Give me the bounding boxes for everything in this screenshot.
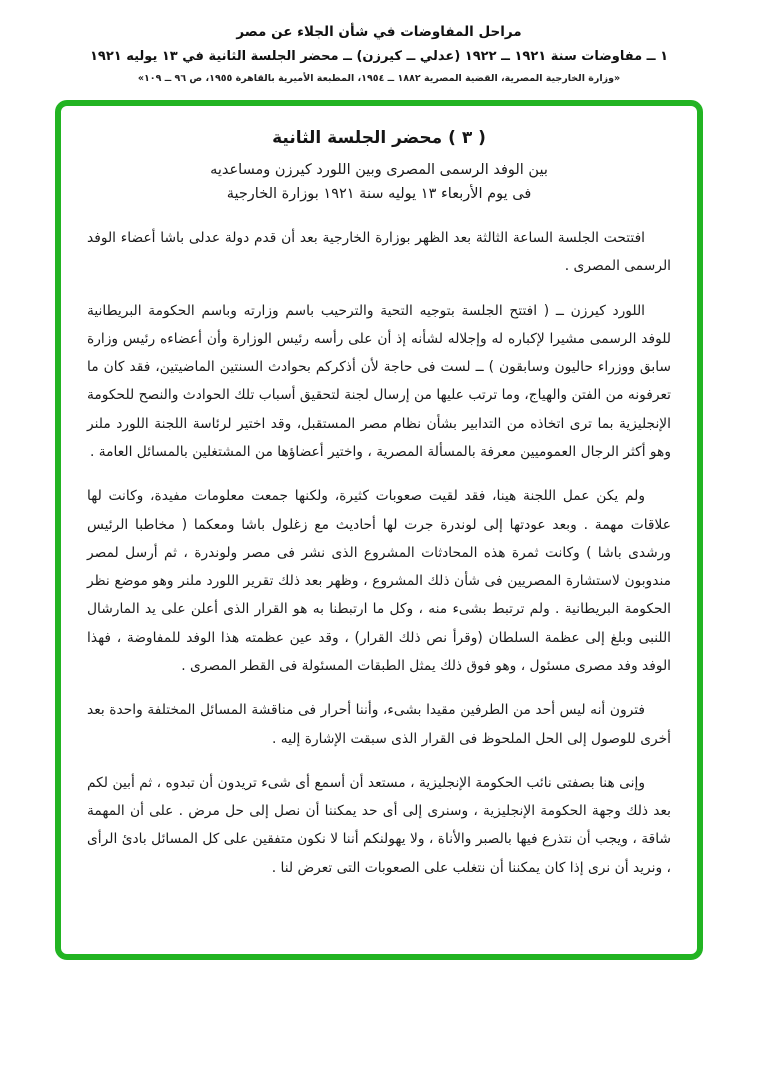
paragraph-curzon-speech-1: اللورد كيرزن ــ ( افتتح الجلسة بتوجيه التحية والترحيب باسم وزارته وباسم الحكومة البريطانية للوفد الرسمى مشيرا لإكباره له وإجلاله لشأنه إذ أن على رأسه رئيس الوزارة وأن أعضاءه رئيس وزارة سابق ووزراء حاليون وسابقون ) ــ لست فى حاجة لأن أذكركم بحوادث السنتين الماضيتين، فقد كان ما تعرفونه من الفتن والهياج، وما ترتب عليها من إرسال لجنة لتحقيق أسباب تلك الحوادث والنصح للحكومة الإنجليزية بما ترى اتخاذه من التدابير بشأن نظام مصر المستقبل، وقد اختير لرئاسة اللجنة اللورد ملنر وهو أكثر الرجال العموميين معرفة بالمسألة المصرية ، واختير أعضاؤها من المشتغلين بالمسائل العامة . xyxy=(87,302,671,460)
header-session-line: ١ ــ مفاوضات سنة ١٩٢١ ــ ١٩٢٢ (عدلي ــ كيرزن) ــ محضر الجلسة الثانية في ١٣ يوليه ١٩٢١ xyxy=(89,49,669,64)
paragraph-opening: افتتحت الجلسة الساعة الثالثة بعد الظهر بوزارة الخارجية بعد أن قدم دولة عدلى باشا أعضاء الوفد الرسمى المصرى . xyxy=(87,230,671,275)
document-subtitle-parties: بين الوفد الرسمى المصرى وبين اللورد كيرزن ومساعديه xyxy=(210,162,548,178)
page-header xyxy=(0,0,758,84)
green-document-frame xyxy=(55,100,703,960)
header-source-citation: «وزارة الخارجية المصرية، القضية المصرية ١٨٨٢ ــ ١٩٥٤، المطبعة الأميرية بالقاهرة ١٩٥٥، ص ٩٦ ــ ١٠٩» xyxy=(137,73,621,84)
document-body xyxy=(87,224,671,882)
header-main-title: مراحل المفاوضات في شأن الجلاء عن مصر xyxy=(236,24,522,40)
document-subtitle-date: فى يوم الأربعاء ١٣ يوليه سنة ١٩٢١ بوزارة الخارجية xyxy=(226,186,532,202)
paragraph-curzon-speech-3: فترون أنه ليس أحد من الطرفين مقيدا بشىء، وأننا أحرار فى مناقشة المسائل المختلفة واحدة بعد أخرى للوصول إلى الحل الملحوظ فى القرار الذى سبقت الإشارة إليه . xyxy=(87,702,671,747)
paragraph-curzon-speech-4: وإنى هنا بصفتى نائب الحكومة الإنجليزية ، مستعد أن أسمع أى شىء تريدون أن تبدوه ، ثم أبين لكم بعد ذلك وجهة الحكومة الإنجليزية ، وسنرى إلى أى حد يمكننا أن نصل إلى حل مرض . على أن المهمة شاقة ، ويجب أن نتذرع فيها بالصبر والأناة ، ولا يهولنكم أننا لا نكون متفقين على كل المسائل بادئ الرأى ، ونريد أن نرى إذا كان يمكننا أن نتغلب على الصعوبات التى تعرض لنا . xyxy=(87,774,671,876)
paragraph-curzon-speech-2: ولم يكن عمل اللجنة هينا، فقد لقيت صعوبات كثيرة، ولكنها جمعت معلومات مفيدة، وكانت لها علاقات مهمة . وبعد عودتها إلى لوندرة جرت لها أحاديث مع زغلول باشا ومعكما ( مخاطبا الرئيس ورشدى باشا ) وكانت ثمرة هذه المحادثات المشروع الذى نشر فى مصر ولوندرة ، ثم أرسل لمصر مندوبون لاستشارة المصريين فى شأن ذلك المشروع ، وظهر بعد ذلك تقرير اللورد ملنر وهو موضع نظر الحكومة البريطانية . ولم ترتبط بشىء منه ، وكل ما ارتبطنا به هو القرار الذى أعلن على يد المارشال اللنبى وبلغ إلى عظمة السلطان (وقرأ نص ذلك القرار) ، وقد عين عظمته هذا الوفد للمفاوضة ، فهذا الوفد وفد مصرى مسئول ، وهو فوق ذلك يمثل الطبقات المسئولة فى القطر المصرى . xyxy=(87,488,671,674)
document-title: ( ٣ ) محضر الجلسة الثانية xyxy=(272,128,486,148)
